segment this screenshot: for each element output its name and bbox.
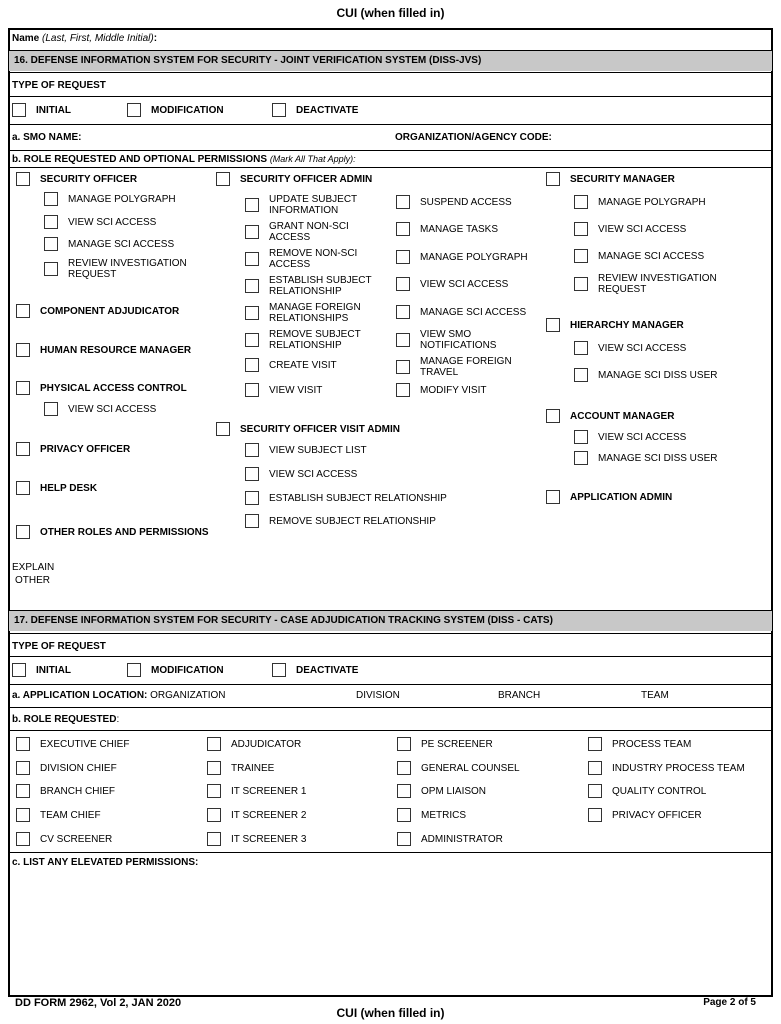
elevated-permissions-field[interactable]: c. LIST ANY ELEVATED PERMISSIONS: — [12, 857, 199, 868]
role-division-chief-checkbox[interactable]: DIVISION CHIEF — [16, 761, 117, 775]
soa-view-smo-notifications-checkbox[interactable]: VIEW SMO NOTIFICATIONS — [396, 329, 496, 351]
soa-suspend-access-checkbox[interactable]: SUSPEND ACCESS — [396, 195, 512, 209]
so-view-sci-checkbox[interactable]: VIEW SCI ACCESS — [44, 215, 156, 229]
so-manage-sci-checkbox[interactable]: MANAGE SCI ACCESS — [44, 237, 174, 251]
role-pe-screener-checkbox[interactable]: PE SCREENER — [397, 737, 493, 751]
hm-manage-diss-user-checkbox[interactable]: MANAGE SCI DISS USER — [574, 368, 717, 382]
role-it-screener-1-checkbox[interactable]: IT SCREENER 1 — [207, 784, 306, 798]
roles-label: b. ROLE REQUESTED AND OPTIONAL PERMISSIONS (Mark All That Apply): — [12, 154, 356, 165]
role-trainee-checkbox[interactable]: TRAINEE — [207, 761, 274, 775]
role-privacy-officer-checkbox[interactable]: PRIVACY OFFICER — [588, 808, 702, 822]
hierarchy-manager-checkbox[interactable]: HIERARCHY MANAGER — [546, 318, 684, 332]
other-label: OTHER — [15, 575, 50, 586]
cui-footer: CUI (when filled in) — [336, 1006, 445, 1020]
account-manager-checkbox[interactable]: ACCOUNT MANAGER — [546, 409, 674, 423]
hm-view-sci-checkbox[interactable]: VIEW SCI ACCESS — [574, 341, 686, 355]
security-officer-checkbox[interactable]: SECURITY OFFICER — [16, 172, 137, 186]
role-adjudicator-checkbox[interactable]: ADJUDICATOR — [207, 737, 301, 751]
application-admin-checkbox[interactable]: APPLICATION ADMIN — [546, 490, 672, 504]
soa-establish-subject-checkbox[interactable]: ESTABLISH SUBJECT RELATIONSHIP — [245, 275, 372, 297]
pa-view-sci-checkbox[interactable]: VIEW SCI ACCESS — [44, 402, 156, 416]
section-16-title: 16. DEFENSE INFORMATION SYSTEM FOR SECURITY - JOINT VERIFICATION SYSTEM (DISS-JVS) — [9, 51, 772, 71]
name-label: Name — [12, 33, 40, 44]
name-hint: (Last, First, Middle Initial) — [42, 33, 154, 44]
section-17-title: 17. DEFENSE INFORMATION SYSTEM FOR SECURITY - CASE ADJUDICATION TRACKING SYSTEM (DISS - CATS) — [9, 611, 772, 631]
divider — [8, 656, 773, 657]
sova-view-sci-checkbox[interactable]: VIEW SCI ACCESS — [245, 467, 357, 481]
divider — [8, 707, 773, 708]
am-manage-diss-user-checkbox[interactable]: MANAGE SCI DISS USER — [574, 451, 717, 465]
smo-name-field[interactable]: a. SMO NAME: — [12, 132, 82, 143]
division-field[interactable]: DIVISION — [356, 690, 400, 701]
sm-manage-polygraph-checkbox[interactable]: MANAGE POLYGRAPH — [574, 195, 706, 209]
page-number: Page 2 of 5 — [703, 997, 756, 1008]
s17-deactivate-checkbox[interactable]: DEACTIVATE — [272, 663, 358, 677]
name-field[interactable] — [12, 33, 157, 44]
s16-modification-checkbox[interactable]: MODIFICATION — [127, 103, 224, 117]
s16-type-of-request: TYPE OF REQUEST — [12, 80, 106, 91]
sm-view-sci-checkbox[interactable]: VIEW SCI ACCESS — [574, 222, 686, 236]
team-field[interactable]: TEAM — [641, 690, 669, 701]
so-visit-admin-checkbox[interactable]: SECURITY OFFICER VISIT ADMIN — [216, 422, 400, 436]
soa-manage-foreign-travel-checkbox[interactable]: MANAGE FOREIGN TRAVEL — [396, 356, 512, 378]
soa-create-visit-checkbox[interactable]: CREATE VISIT — [245, 358, 337, 372]
role-cv-screener-checkbox[interactable]: CV SCREENER — [16, 832, 112, 846]
role-general-counsel-checkbox[interactable]: GENERAL COUNSEL — [397, 761, 520, 775]
s16-initial-checkbox[interactable]: INITIAL — [12, 103, 71, 117]
role-process-team-checkbox[interactable]: PROCESS TEAM — [588, 737, 691, 751]
sm-review-investigation-checkbox[interactable]: REVIEW INVESTIGATION REQUEST — [574, 273, 717, 295]
s17-modification-checkbox[interactable]: MODIFICATION — [127, 663, 224, 677]
soa-update-subject-checkbox[interactable]: UPDATE SUBJECT INFORMATION — [245, 194, 357, 216]
soa-grant-non-sci-checkbox[interactable]: GRANT NON-SCI ACCESS — [245, 221, 349, 243]
physical-access-checkbox[interactable]: PHYSICAL ACCESS CONTROL — [16, 381, 187, 395]
sova-establish-rel-checkbox[interactable]: ESTABLISH SUBJECT RELATIONSHIP — [245, 491, 447, 505]
s17-initial-checkbox[interactable]: INITIAL — [12, 663, 71, 677]
org-code-field[interactable]: ORGANIZATION/AGENCY CODE: — [395, 132, 552, 143]
sova-remove-rel-checkbox[interactable]: REMOVE SUBJECT RELATIONSHIP — [245, 514, 436, 528]
hr-manager-checkbox[interactable]: HUMAN RESOURCE MANAGER — [16, 343, 191, 357]
role-it-screener-3-checkbox[interactable]: IT SCREENER 3 — [207, 832, 306, 846]
role-industry-process-team-checkbox[interactable]: INDUSTRY PROCESS TEAM — [588, 761, 745, 775]
other-roles-checkbox[interactable]: OTHER ROLES AND PERMISSIONS — [16, 525, 209, 539]
sova-view-subject-list-checkbox[interactable]: VIEW SUBJECT LIST — [245, 443, 367, 457]
am-view-sci-checkbox[interactable]: VIEW SCI ACCESS — [574, 430, 686, 444]
soa-manage-foreign-rel-checkbox[interactable]: MANAGE FOREIGN RELATIONSHIPS — [245, 302, 361, 324]
soa-view-sci-checkbox[interactable]: VIEW SCI ACCESS — [396, 277, 508, 291]
form-id: DD FORM 2962, Vol 2, JAN 2020 — [15, 997, 182, 1009]
s17-type-of-request: TYPE OF REQUEST — [12, 641, 106, 652]
branch-field[interactable]: BRANCH — [498, 690, 541, 701]
soa-remove-subject-rel-checkbox[interactable]: REMOVE SUBJECT RELATIONSHIP — [245, 329, 361, 351]
privacy-officer-checkbox[interactable]: PRIVACY OFFICER — [16, 442, 130, 456]
app-location-label: a. APPLICATION LOCATION: ORGANIZATION — [12, 690, 226, 701]
role-quality-control-checkbox[interactable]: QUALITY CONTROL — [588, 784, 706, 798]
name-colon: : — [153, 33, 158, 44]
role-executive-chief-checkbox[interactable]: EXECUTIVE CHIEF — [16, 737, 129, 751]
divider — [8, 96, 773, 97]
sm-manage-sci-checkbox[interactable]: MANAGE SCI ACCESS — [574, 249, 704, 263]
soa-view-visit-checkbox[interactable]: VIEW VISIT — [245, 383, 322, 397]
soa-remove-non-sci-checkbox[interactable]: REMOVE NON-SCI ACCESS — [245, 248, 357, 270]
soa-manage-polygraph-checkbox[interactable]: MANAGE POLYGRAPH — [396, 250, 528, 264]
divider — [8, 730, 773, 731]
so-manage-polygraph-checkbox[interactable]: MANAGE POLYGRAPH — [44, 192, 176, 206]
divider — [8, 684, 773, 685]
help-desk-checkbox[interactable]: HELP DESK — [16, 481, 97, 495]
role-opm-liaison-checkbox[interactable]: OPM LIAISON — [397, 784, 486, 798]
so-review-investigation-checkbox[interactable]: REVIEW INVESTIGATION REQUEST — [44, 258, 187, 280]
s16-deactivate-checkbox[interactable]: DEACTIVATE — [272, 103, 358, 117]
role-administrator-checkbox[interactable]: ADMINISTRATOR — [397, 832, 503, 846]
soa-manage-sci-checkbox[interactable]: MANAGE SCI ACCESS — [396, 305, 526, 319]
divider — [8, 72, 773, 73]
so-admin-checkbox[interactable]: SECURITY OFFICER ADMIN — [216, 172, 372, 186]
cui-header: CUI (when filled in) — [336, 6, 445, 20]
divider — [8, 150, 773, 151]
role-branch-chief-checkbox[interactable]: BRANCH CHIEF — [16, 784, 115, 798]
soa-modify-visit-checkbox[interactable]: MODIFY VISIT — [396, 383, 487, 397]
explain-label: EXPLAIN — [12, 562, 55, 573]
role-requested-label: b. ROLE REQUESTED: — [12, 714, 120, 725]
role-team-chief-checkbox[interactable]: TEAM CHIEF — [16, 808, 101, 822]
divider — [8, 167, 773, 168]
component-adjudicator-checkbox[interactable]: COMPONENT ADJUDICATOR — [16, 304, 179, 318]
divider — [8, 633, 773, 634]
divider — [8, 124, 773, 125]
role-metrics-checkbox[interactable]: METRICS — [397, 808, 466, 822]
divider — [8, 852, 773, 853]
role-it-screener-2-checkbox[interactable]: IT SCREENER 2 — [207, 808, 306, 822]
security-manager-checkbox[interactable]: SECURITY MANAGER — [546, 172, 675, 186]
soa-manage-tasks-checkbox[interactable]: MANAGE TASKS — [396, 222, 498, 236]
